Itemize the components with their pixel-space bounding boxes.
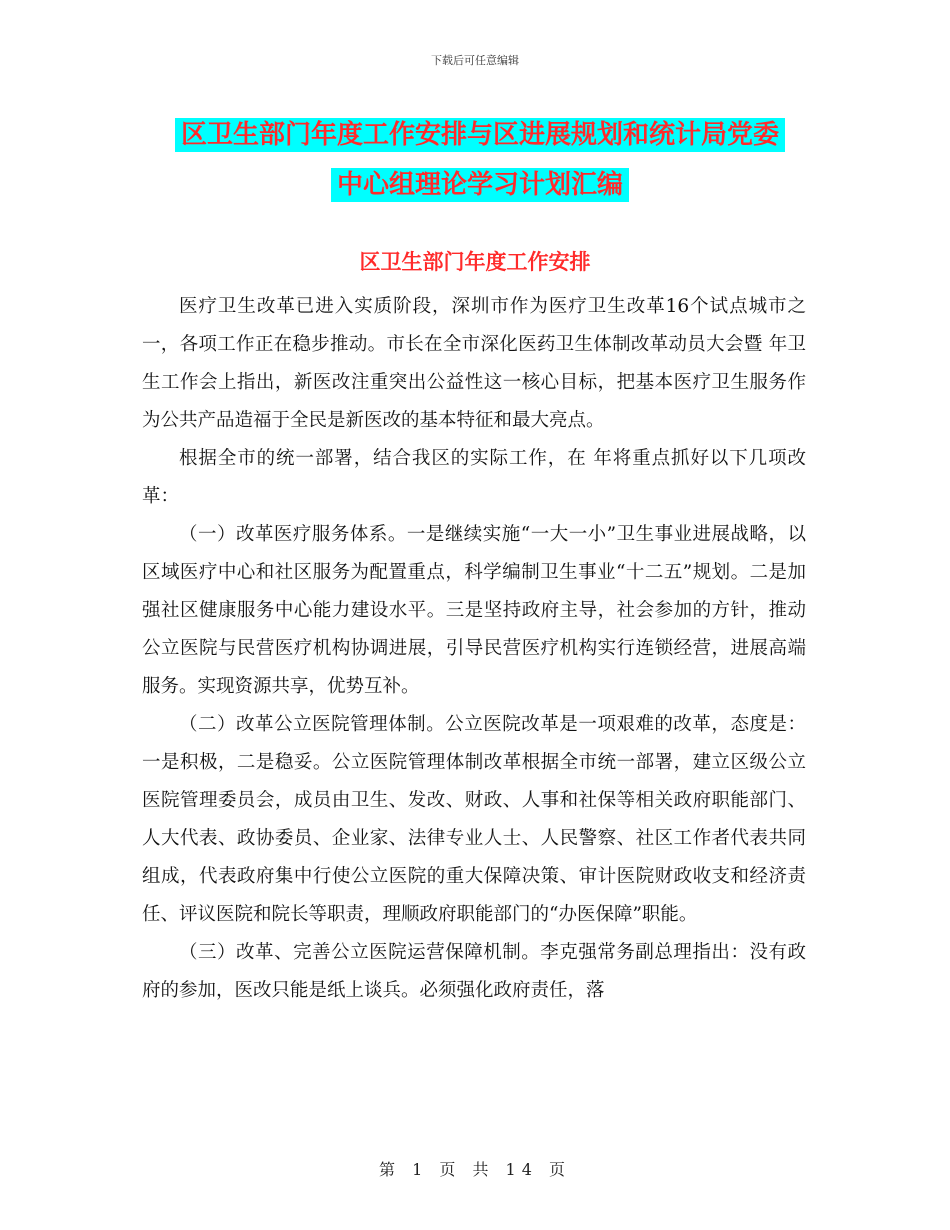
section-title: 区卫生部门年度工作安排 — [359, 249, 591, 274]
paragraph: （一）改革医疗服务体系。一是继续实施“一大一小”卫生事业进展战略，以区域医疗中心和社区服务为配置重点，科学编制卫生事业“十二五”规划。二是加强社区健康服务中心能力建设水平。三是坚持政府主导，社会参加的方针，推动公立医院与民营医疗机构协调进展，引导民营医疗机构实行连锁经营，进展高端服务。实现资源共享，优势互补。 — [142, 524, 806, 697]
paragraph: 根据全市的统一部署，结合我区的实际工作，在 年将重点抓好以下几项改革： — [142, 448, 806, 507]
document-title — [140, 110, 820, 210]
title-line-1: 区卫生部门年度工作安排与区进展规划和统计局党委 — [175, 118, 785, 152]
paragraph: （三）改革、完善公立医院运营保障机制。李克强常务副总理指出：没有政府的参加，医改只能是纸上谈兵。必须强化政府责任，落 — [142, 942, 806, 1001]
paragraph: （二）改革公立医院管理体制。公立医院改革是一项艰难的改革，态度是：一是积极，二是稳妥。公立医院管理体制改革根据全市统一部署，建立区级公立医院管理委员会，成员由卫生、发改、财政、人事和社保等相关政府职能部门、人大代表、政协委员、企业家、法律专业人士、人民警察、社区工作者代表共同组成，代表政府集中行使公立医院的重大保障决策、审计医院财政收支和经济责任、评议医院和院长等职责，理顺政府职能部门的“办医保障”职能。 — [142, 714, 806, 925]
title-line-2: 中心组理论学习计划汇编 — [331, 168, 629, 202]
page-footer: 第 1 页 共 14 页 — [379, 1160, 571, 1179]
header-note: 下载后可任意编辑 — [431, 54, 519, 67]
body-text — [142, 288, 806, 1010]
paragraph: 医疗卫生改革已进入实质阶段，深圳市作为医疗卫生改革16个试点城市之一，各项工作正在稳步推动。市长在全市深化医药卫生体制改革动员大会暨 年卫生工作会上指出，新医改注重突出公益性这一核心目标，把基本医疗卫生服务作为公共产品造福于全民是新医改的基本特征和最大亮点。 — [142, 296, 806, 431]
